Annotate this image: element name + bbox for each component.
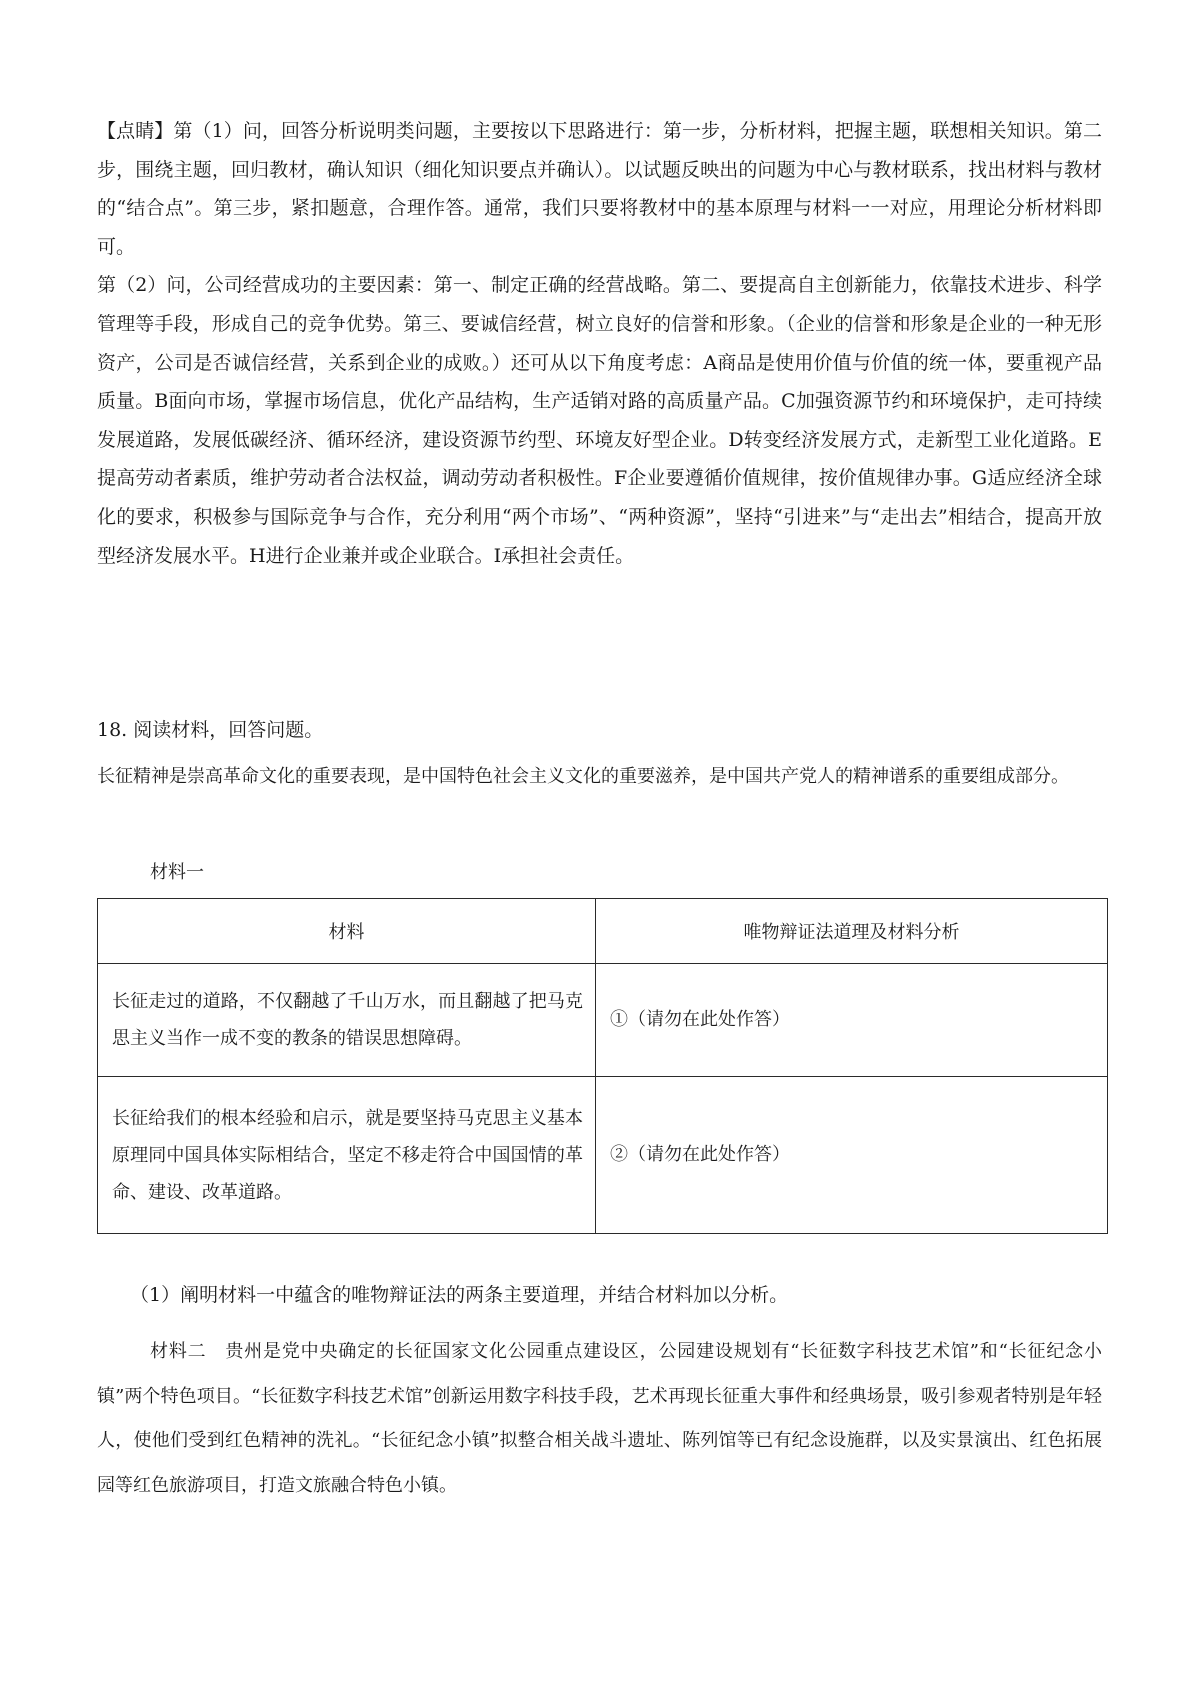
table-cell-answer [596,964,1108,1077]
answer-placeholder: ②（请勿在此处作答） [610,1144,790,1165]
table-cell-answer [596,1077,1108,1234]
question-18-title: 18. 阅读材料，回答问题。 [97,719,324,741]
answer-placeholder: ①（请勿在此处作答） [610,1009,790,1030]
table-header-analysis: 唯物辩证法道理及材料分析 [596,899,1108,964]
tip-paragraph-1: 【点睛】第（1）问，回答分析说明类问题，主要按以下思路进行：第一步，分析材料，把握主题，联想相关知识。第二步，围绕主题，回归教材，确认知识（细化知识要点并确认）。以试题反映出的问题为中心与教材联系，找出材料与教材的“结合点”。第三步，紧扣题意，合理作答。通常，我们只要将教材中的基本原理与材料一一对应，用理论分析材料即可。 [97,120,1102,258]
material-1-table [97,898,1108,1234]
tip-paragraph-2: 第（2）问，公司经营成功的主要因素：第一、制定正确的经营战略。第二、要提高自主创新能力，依靠技术进步、科学管理等手段，形成自己的竞争优势。第三、要诚信经营，树立良好的信誉和形象。（企业的信誉和形象是企业的一种无形资产，公司是否诚信经营，关系到企业的成败。）还可从以下角度考虑：A商品是使用价值与价值的统一体，要重视产品质量。B面向市场，掌握市场信息，优化产品结构，生产适销对路的高质量产品。C加强资源节约和环境保护，走可持续发展道路，发展低碳经济、循环经济，建设资源节约型、环境友好型企业。D转变经济发展方式，走新型工业化道路。E提高劳动者素质，维护劳动者合法权益，调动劳动者积极性。F企业要遵循价值规律，按价值规律办事。G适应经济全球化的要求，积极参与国际竞争与合作，充分利用“两个市场”、“两种资源”，坚持“引进来”与“走出去”相结合，提高开放型经济发展水平。H进行企业兼并或企业联合。I承担社会责任。 [97,274,1102,567]
table-row [98,1077,1108,1234]
table-cell-material [98,1077,596,1234]
table-row [98,964,1108,1077]
table-header-row [98,899,1108,964]
question-18-intro: 长征精神是崇高革命文化的重要表现，是中国特色社会主义文化的重要滋养，是中国共产党人的精神谱系的重要组成部分。 [97,766,1069,787]
material-1-label: 材料一 [150,862,204,883]
table-header-material: 材料 [98,899,596,964]
material-2-text: 材料二 贵州是党中央确定的长征国家文化公园重点建设区，公园建设规划有“长征数字科技艺术馆”和“长征纪念小镇”两个特色项目。“长征数字科技艺术馆”创新运用数字科技手段，艺术再现长征重大事件和经典场景，吸引参观者特别是年轻人，使他们受到红色精神的洗礼。“长征纪念小镇”拟整合相关战斗遗址、陈列馆等已有纪念设施群，以及实景演出、红色拓展园等红色旅游项目，打造文旅融合特色小镇。 [97,1341,1102,1496]
material-text: 长征走过的道路，不仅翻越了千山万水，而且翻越了把马克思主义当作一成不变的教条的错误思想障碍。 [112,991,583,1049]
sub-question-1: （1）阐明材料一中蕴含的唯物辩证法的两条主要道理，并结合材料加以分析。 [130,1284,789,1306]
table-cell-material [98,964,596,1077]
answer-tip-section [97,112,1102,575]
material-text: 长征给我们的根本经验和启示，就是要坚持马克思主义基本原理同中国具体实际相结合，坚定不移走符合中国国情的革命、建设、改革道路。 [112,1107,583,1203]
